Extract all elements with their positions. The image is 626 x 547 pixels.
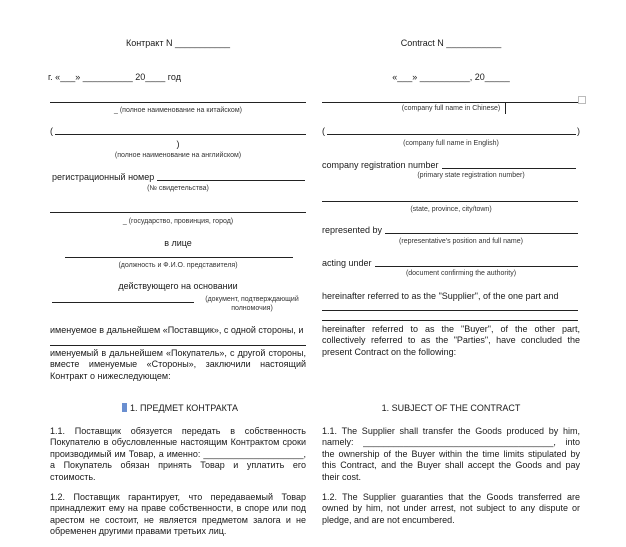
supplier-text-en: hereinafter referred to as the "Supplier", of the one part and (322, 291, 559, 301)
party1-en-open-ru: ( (50, 126, 53, 136)
region-line-ru[interactable] (50, 212, 306, 213)
party1-en-close-ru: ) (176, 139, 180, 149)
party1-name-line-en[interactable] (322, 102, 578, 103)
party1-name-line[interactable] (50, 102, 306, 103)
paragraph-1-1-en: 1.1. The Supplier shall transfer the Goods produced by him, namely: ______________________________________, into the ownership of the Buyer within the time limits stipulated by this Contract, and the Buyer shall accept the Goods and pay their cost. (322, 426, 580, 482)
reg-label-ru: регистрационный номер (52, 172, 155, 182)
rep-label-en: represented by (322, 225, 383, 235)
anchor-icon (578, 96, 586, 104)
contract-title-ru: Контракт N ___________ (125, 38, 231, 48)
region-line-en[interactable] (322, 201, 578, 202)
region-caption-en: (state, province, city/town) (410, 206, 492, 213)
region-caption-ru: _ (государство, провинция, город) (122, 218, 234, 225)
party1-en-close-en: ) (577, 126, 580, 136)
buyer-name-line-1-en[interactable] (322, 310, 578, 311)
doc-line-ru[interactable] (52, 302, 194, 303)
rep-line-ru[interactable] (65, 257, 293, 258)
buyer-text-en: hereinafter referred to as the "Buyer", of the other part, collectively referred to as the "Parties", have concluded the present Contract on the following: (322, 324, 580, 357)
reg-caption-en: (primary state registration number) (417, 172, 525, 179)
doc-line-en[interactable] (375, 266, 578, 267)
contract-title-en: Contract N ___________ (400, 38, 502, 48)
reg-caption-ru: (№ свидетельства) (147, 185, 209, 192)
doc-caption-en: (document confirming the authority) (405, 270, 517, 277)
buyer-name-line-2-en[interactable] (322, 320, 578, 321)
paragraph-1-1-ru: 1.1. Поставщик обязуется передать в собственность Покупателю в обусловленные настоящим Контрактом сроки производимый им Товар, а именно: ____________________, а Покупатель обязан принять Товар и уплатить его стоимость. (50, 426, 306, 482)
acting-ru: действующего на основании (118, 281, 238, 291)
party1-en-caption-en: (company full name in English) (403, 140, 499, 147)
paragraph-1-2-ru: 1.2. Поставщик гарантирует, что передаваемый Товар принадлежит ему на праве собственности, в споре или под арестом не состоит, не является предметом залога и не обременен другими правами третьих лиц. (50, 492, 306, 537)
text-cursor (505, 103, 506, 114)
date-line-ru: г. «___» __________ 20____ год (48, 72, 181, 82)
buyer-name-line-ru[interactable] (50, 345, 306, 346)
reg-number-line-en[interactable] (442, 168, 576, 169)
date-line-en: «___» __________, 20_____ (392, 72, 510, 82)
supplier-line-ru: именуемое в дальнейшем «Поставщик», с одной стороны, и (50, 325, 304, 335)
party1-caption-en: (company full name in Chinese) (401, 105, 501, 112)
in-person-ru: в лице (164, 238, 192, 248)
party1-caption-ru: _ (полное наименование на китайском) (114, 107, 242, 114)
rep-caption-ru: (должность и Ф.И.О. представителя) (118, 262, 238, 269)
bookmark-icon (122, 403, 127, 412)
acting-label-en: acting under (322, 258, 372, 268)
rep-line-en[interactable] (385, 233, 578, 234)
reg-label-en: company registration number (322, 160, 439, 170)
section-title-en: 1. SUBJECT OF THE CONTRACT (381, 403, 521, 413)
party1-en-open-en: ( (322, 126, 325, 136)
paragraph-1-2-en: 1.2. The Supplier guaranties that the Goods transferred are owned by him, not under arrest, not subject to any dispute or pledge, and are not encumbered. (322, 492, 580, 525)
rep-caption-en: (representative's position and full name) (399, 238, 523, 245)
reg-number-line-ru[interactable] (157, 180, 305, 181)
section-title-ru: 1. ПРЕДМЕТ КОНТРАКТА (130, 403, 239, 413)
doc-caption-ru: (документ, подтверждающий полномочия) (205, 296, 299, 312)
buyer-text-ru: именуемый в дальнейшем «Покупатель», с другой стороны, вместе именуемые «Стороны», заключили настоящий Контракт о нижеследующем: (50, 348, 306, 381)
party1-en-line-ru[interactable] (55, 134, 306, 135)
party1-en-caption-ru: (полное наименование на английском) (114, 152, 242, 159)
party1-en-line-en[interactable] (327, 134, 576, 135)
